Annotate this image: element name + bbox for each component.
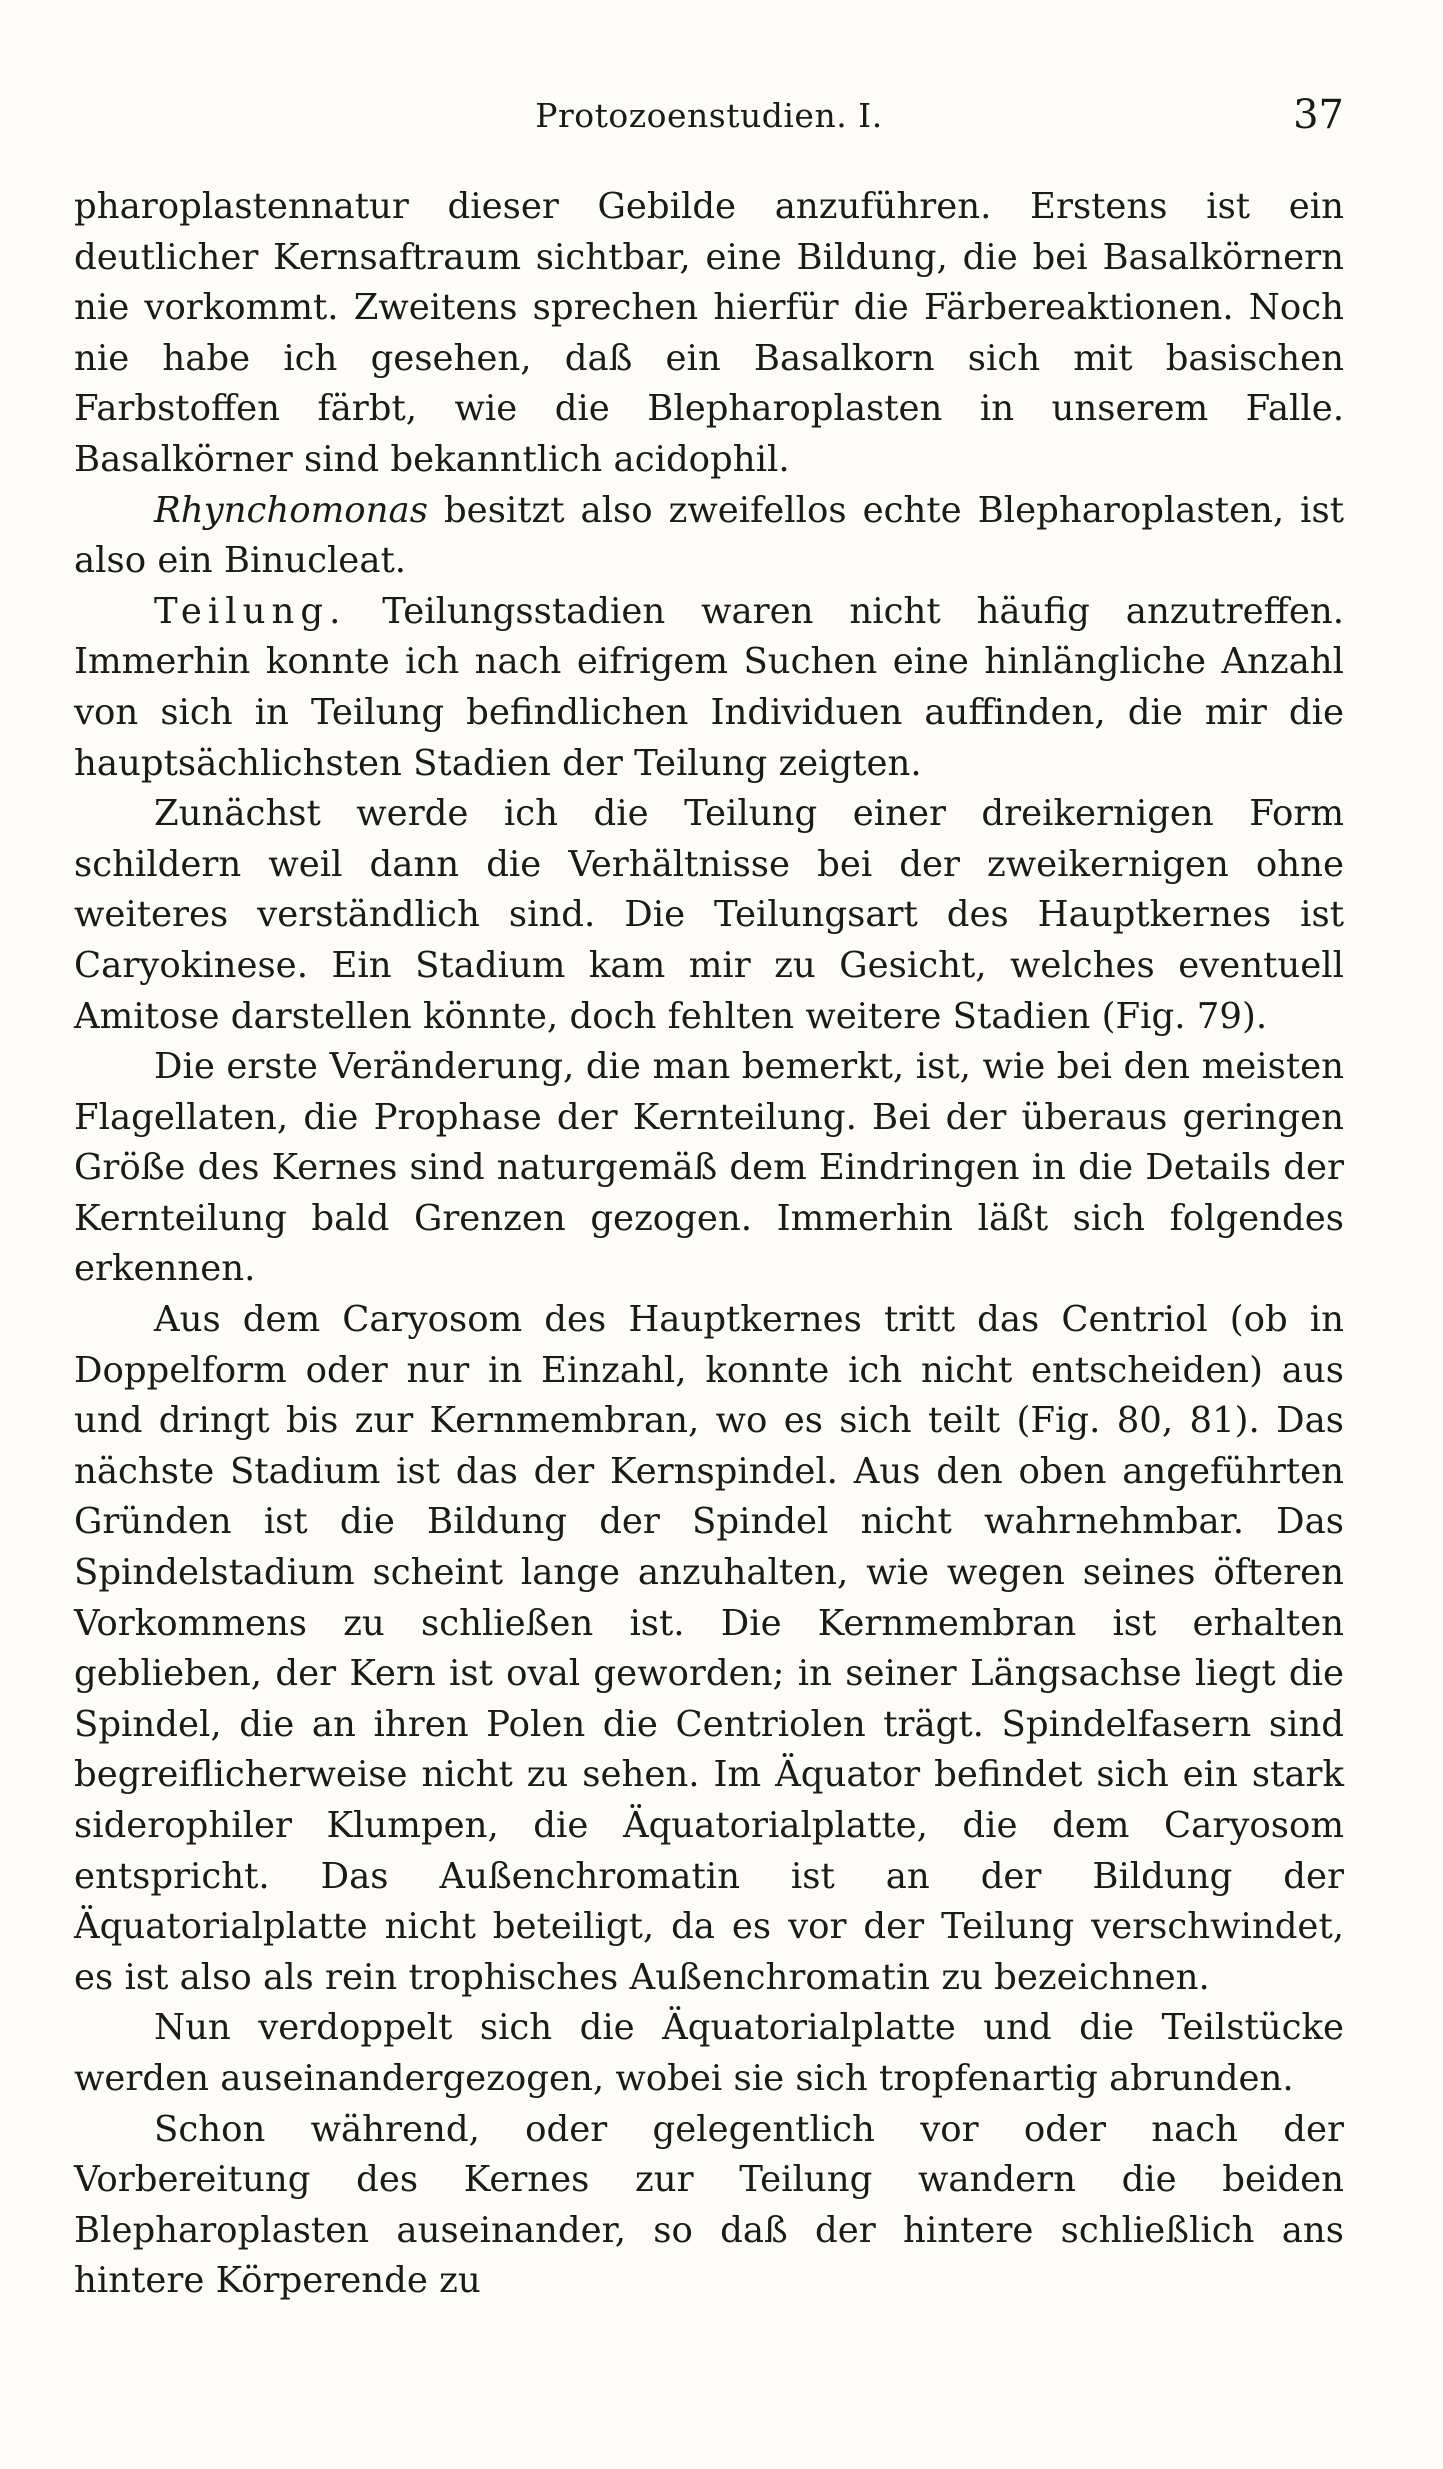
paragraph-text: Aus dem Caryosom des Hauptkernes tritt das Centriol (ob in Doppelform oder nur in Einzahl, konnte ich nicht entscheiden) aus und dringt bis zur Kernmembran, wo es sich teilt (Fig. 80, 81). Das nächste Stadium ist das der Kernspindel. Aus den oben angeführten Gründen ist die Bildung der Spindel nicht wahrnehmbar. Das Spindelstadium scheint lange anzuhalten, wie wegen seines öfteren Vorkommens zu schließen ist. Die Kernmembran ist erhalten geblieben, der Kern ist oval geworden; in seiner Längsachse liegt die Spindel, die an ihren Polen die Centriolen trägt. Spindelfasern sind begreiflicherweise nicht zu sehen. Im Äquator befindet sich ein stark siderophiler Klumpen, die Äquatorialplatte, die dem Caryosom entspricht. Das Außenchromatin ist an der Bildung der Äquatorialplatte nicht beteiligt, da es vor der Teilung verschwindet, es ist also als rein trophisches Außenchromatin zu bezeichnen. (74, 1299, 1344, 1998)
paragraph-text: Zunächst werde ich die Teilung einer dreikernigen Form schildern weil dann die Verhältnisse bei der zweikernigen ohne weiteres verständlich sind. Die Teilungsart des Hauptkernes ist Caryokinese. Ein Stadium kam mir zu Gesicht, welches eventuell Amitose darstellen könnte, doch fehlten weitere Stadien (Fig. 79). (74, 793, 1344, 1037)
paragraph-4 (74, 789, 1344, 1042)
paragraph-8 (74, 2105, 1344, 2307)
paragraph-3 (74, 587, 1344, 789)
paragraph-text: Teilungsstadien waren nicht häufig anzutreffen. Immerhin konnte ich nach eifrigem Suchen eine hinlängliche Anzahl von sich in Teilung befindlichen Individuen auffinden, die mir die hauptsächlichsten Stadien der Teilung zeigten. (74, 590, 1344, 784)
paragraph-7 (74, 2003, 1344, 2104)
body-text (74, 182, 1344, 2307)
paragraph-6 (74, 1295, 1344, 2003)
genus-name: Rhynchomonas (154, 489, 428, 531)
paragraph-text: pharoplastennatur dieser Gebilde anzuführen. Erstens ist ein deutlicher Kernsaftraum sichtbar, eine Bildung, die bei Basalkörnern nie vorkommt. Zweitens sprechen hierfür die Färbereaktionen. Noch nie habe ich gesehen, daß ein Basalkorn sich mit basischen Farbstoffen färbt, wie die Blepharoplasten in unserem Falle. Basalkörner sind bekanntlich acidophil. (74, 186, 1344, 480)
paragraph-text: Schon während, oder gelegentlich vor oder nach der Vorbereitung des Kernes zur Teilung wandern die beiden Blepharoplasten auseinander, so daß der hintere schließlich ans hintere Körperende zu (74, 2108, 1344, 2302)
paragraph-text: Die erste Veränderung, die man bemerkt, ist, wie bei den meisten Flagellaten, die Prophase der Kernteilung. Bei der überaus geringen Größe des Kernes sind naturgemäß dem Eindringen in die Details der Kernteilung bald Grenzen gezogen. Immerhin läßt sich folgendes erkennen. (74, 1046, 1344, 1290)
paragraph-5 (74, 1042, 1344, 1295)
paragraph-2 (74, 486, 1344, 587)
section-heading: Teilung. (154, 590, 347, 632)
paragraph-text: besitzt also zweifellos echte Blepharoplasten, ist also ein Binucleat. (74, 489, 1344, 582)
paragraph-text: Nun verdoppelt sich die Äquatorialplatte und die Teilstücke werden auseinandergezogen, wobei sie sich tropfenartig abrunden. (74, 2007, 1344, 2099)
paragraph-1 (74, 182, 1344, 486)
page-number: 37 (1293, 92, 1344, 138)
running-head (74, 92, 1344, 146)
running-title: Protozoenstudien. I. (535, 96, 883, 135)
